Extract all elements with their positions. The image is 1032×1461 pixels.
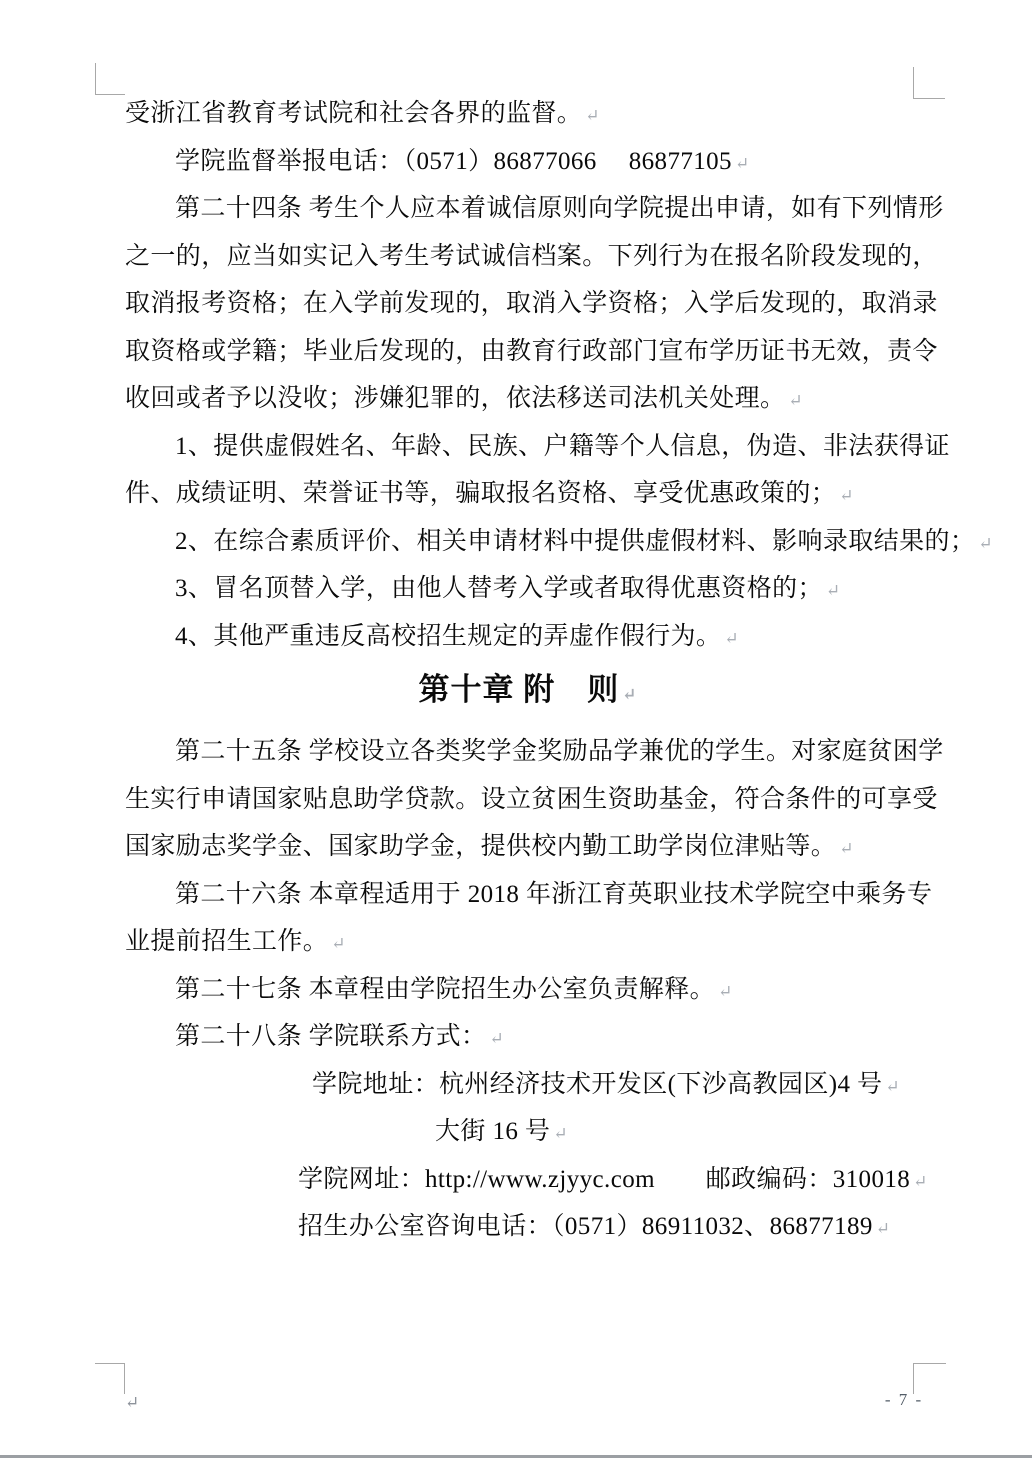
paragraph-mark-icon: ↵ [978,533,993,553]
text-line [125,138,930,186]
text-line [125,328,938,376]
line-text: 业提前招生工作。 [125,928,329,955]
line-text: 之一的，应当如实记入考生考试诚信档案。下列行为在报名阶段发现的， [125,242,938,270]
line-text: 第二十七条 本章程由学院招生办公室负责解释。 [175,975,716,1003]
line-text: 大街 16 号 [435,1118,551,1145]
text-line [125,871,933,919]
line-text: 学院地址：杭州经济技术开发区(下沙高教园区)4 号 [312,1070,883,1098]
text-line [125,423,950,471]
paragraph-mark-icon: ↵ [875,1219,891,1238]
page-bottom-edge [0,1455,1032,1458]
text-line [125,966,930,1014]
text-line [125,470,930,518]
text-line [125,565,930,613]
chapter-heading [125,660,930,720]
line-text: 第二十六条 本章程适用于 2018 年浙江育英职业技术学院空中乘务专 [175,880,933,908]
line-text: 学院监督举报电话：（0571）86877066 86877105 [175,147,732,175]
paragraph-mark-icon: ↵ [913,1171,928,1191]
paragraph-mark-icon: ↵ [724,628,739,648]
paragraph-mark-icon: ↵ [885,1076,900,1096]
paragraph-mark-icon: ↵ [585,106,600,125]
text-line [125,375,930,423]
line-text: 国家励志奖学金、国家助学金，提供校内勤工助学岗位津贴等。 [125,833,837,860]
line-text: 收回或者予以没收；涉嫌犯罪的，依法移送司法机关处理。 [125,385,786,412]
text-line [125,823,930,871]
text-line [125,728,944,776]
line-text: 第二十八条 学院联系方式： [175,1023,487,1050]
text-line [125,90,930,138]
line-text: 3、冒名顶替入学，由他人替考入学或者取得优惠资格的； [175,575,823,602]
line-text: 学院网址：http://www.zjyyc.com 邮政编码：310018 [298,1165,911,1193]
line-text: 件、成绩证明、荣誉证书等，骗取报名资格、享受优惠政策的； [125,480,837,507]
line-text: 招生办公室咨询电话：（0571）86911032、86877189 [298,1213,873,1240]
crop-mark-top-left-icon [95,63,125,95]
text-line [125,776,938,824]
text-line [125,918,930,966]
paragraph-mark-icon: ↵ [839,839,854,858]
line-text: 取消报考资格；在入学前发现的，取消入学资格；入学后发现的，取消录 [125,290,938,317]
line-text: 第二十五条 学校设立各类奖学金奖励品学兼优的学生。对家庭贫困学 [175,738,944,765]
line-text: 取资格或学籍；毕业后发现的，由教育行政部门宣布学历证书无效，责令 [125,337,938,365]
empty-paragraph-mark-icon: ↵ [125,1393,140,1412]
paragraph-mark-icon: ↵ [622,685,637,704]
text-line [125,1061,930,1109]
text-line [125,185,944,233]
text-line [125,1203,930,1251]
text-line [125,1108,930,1156]
text-line [125,233,938,281]
text-line [125,613,930,661]
crop-mark-bottom-left-icon [95,1363,125,1394]
text-line [125,1013,930,1061]
chapter-heading-text: 第十章 附 则 [418,672,620,707]
paragraph-mark-icon: ↵ [839,486,854,505]
document-body [125,90,993,1251]
text-line [125,518,993,566]
paragraph-mark-icon: ↵ [788,391,803,410]
paragraph-mark-icon: ↵ [331,934,346,953]
page-number: - 7 - [884,1390,924,1409]
paragraph-mark-icon: ↵ [718,981,733,1001]
text-line [125,280,938,328]
line-text: 4、其他严重违反高校招生规定的弄虚作假行为。 [175,622,722,650]
text-line [125,1156,930,1204]
line-text: 生实行申请国家贴息助学贷款。设立贫困生资助基金，符合条件的可享受 [125,785,938,813]
paragraph-mark-icon: ↵ [553,1124,568,1143]
line-text: 受浙江省教育考试院和社会各界的监督。 [125,100,583,127]
paragraph-mark-icon: ↵ [734,153,750,173]
line-text: 第二十四条 考生个人应本着诚信原则向学院提出申请，如有下列情形 [175,195,944,222]
line-text: 1、提供虚假姓名、年龄、民族、户籍等个人信息，伪造、非法获得证 [175,432,950,460]
paragraph-mark-icon: ↵ [489,1029,504,1048]
line-text: 2、在综合素质评价、相关申请材料中提供虚假材料、影响录取结果的； [175,527,976,555]
paragraph-mark-icon: ↵ [825,581,841,600]
